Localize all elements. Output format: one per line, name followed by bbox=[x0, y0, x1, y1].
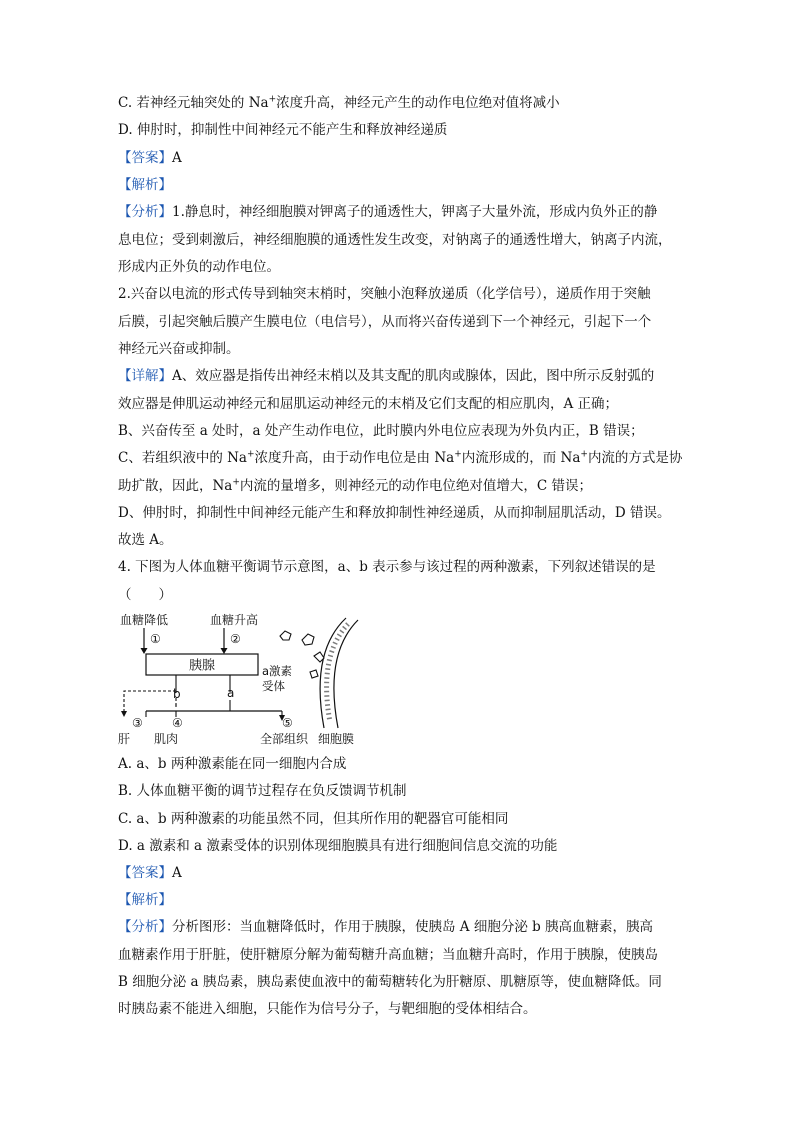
q3-xiangjie-a-2: 效应器是伸肌运动神经元和屈肌运动神经元的末梢及它们支配的相应肌肉，A 正确； bbox=[118, 396, 619, 412]
label-low-sugar: 血糖降低 bbox=[120, 613, 169, 627]
q4-option-c: C. a、b 两种激素的功能虽然不同，但其所作用的靶器官可能相同 bbox=[118, 811, 509, 827]
q3-fenxi-line-4: 2.兴奋以电流的形式传导到轴突末梢时，突触小泡释放递质（化学信号），递质作用于突触 bbox=[118, 286, 651, 302]
q3-xiangjie-c-2: 助扩散，因此，Na+内流的量增多，则神经元的动作电位绝对值增大，C 错误； bbox=[118, 477, 593, 494]
receptor-shape-2 bbox=[310, 670, 318, 678]
q3-xiangjie-b: B、兴奋传至 a 处时，a 处产生动作电位，此时膜内外电位应表现为外负内正，B 错误； bbox=[118, 423, 644, 439]
hormone-molecule-1 bbox=[302, 634, 314, 645]
arrowhead-high bbox=[221, 648, 228, 654]
q4-analysis-label: 【解析】 bbox=[118, 892, 172, 908]
q3-answer: 【答案】A bbox=[118, 150, 182, 166]
label-high-sugar: 血糖升高 bbox=[210, 613, 259, 627]
q3-fenxi-line-5: 后膜，引起突触后膜产生膜电位（电信号），从而将兴奋传递到下一个神经元，引起下一个 bbox=[118, 314, 652, 330]
marker-2: ② bbox=[230, 632, 241, 646]
q3-conclusion: 故选 A。 bbox=[118, 532, 173, 548]
q4-option-d: D. a 激素和 a 激素受体的识别体现细胞膜具有进行细胞间信息交流的功能 bbox=[118, 838, 558, 854]
label-liver: 肝 bbox=[118, 732, 131, 746]
q4-fenxi-line-4: 时胰岛素不能进入细胞，只能作为信号分子，与靶细胞的受体相结合。 bbox=[118, 1001, 537, 1017]
q4-stem-line-1: 4. 下图为人体血糖平衡调节示意图，a、b 表示参与该过程的两种激素，下列叙述错误的是 bbox=[118, 559, 656, 575]
dashed-b-branch bbox=[124, 691, 176, 713]
label-receptor: 受体 bbox=[262, 679, 285, 693]
q3-xiangjie-c-1: C、若组织液中的 Na+浓度升高，由于动作电位是由 Na+内流形成的，而 Na+内流的方式是协 bbox=[118, 449, 683, 466]
membrane-inner bbox=[334, 620, 358, 728]
q3-xiangjie-a-1: 【详解】A、效应器是指传出神经末梢以及其支配的肌肉或腺体，因此，图中所示反射弧的 bbox=[118, 368, 655, 384]
arrowhead-liver bbox=[121, 711, 127, 717]
q3-fenxi-line-2: 息电位；受到刺激后，神经细胞膜的通透性发生改变，对钠离子的通透性增大，钠离子内流， bbox=[118, 232, 672, 248]
q4-fenxi-line-2: 血糖素作用于肝脏，使肝糖原分解为葡萄糖升高血糖；当血糖升高时，作用于胰腺，使胰岛 bbox=[118, 947, 658, 963]
q4-answer: 【答案】A bbox=[118, 865, 182, 881]
q4-fenxi-line-3: B 细胞分泌 a 胰岛素，胰岛素使血液中的葡萄糖转化为肝糖原、肌糖原等，使血糖降低。同 bbox=[118, 974, 662, 990]
label-cell-membrane: 细胞膜 bbox=[318, 732, 355, 746]
blood-sugar-diagram bbox=[114, 610, 374, 752]
marker-5: ⑤ bbox=[282, 716, 293, 730]
q3-analysis-label: 【解析】 bbox=[118, 177, 172, 193]
marker-4: ④ bbox=[172, 716, 183, 730]
q4-stem-line-2: （ ） bbox=[118, 587, 172, 603]
label-pancreas: 胰腺 bbox=[188, 658, 216, 674]
hormone-molecule-2 bbox=[280, 631, 291, 640]
q3-fenxi-line-6: 神经元兴奋或抑制。 bbox=[118, 341, 240, 357]
label-a-hormone: a激素 bbox=[262, 664, 293, 678]
q3-option-c: C. 若神经元轴突处的 Na+浓度升高，神经元产生的动作电位绝对值将减小 bbox=[118, 94, 560, 111]
q4-fenxi-line-1: 【分析】分析图形：当血糖降低时，作用于胰腺，使胰岛 A 细胞分泌 b 胰高血糖素，胰高 bbox=[118, 919, 654, 935]
q3-fenxi-line-1: 【分析】1.静息时，神经细胞膜对钾离子的通透性大，钾离子大量外流，形成内负外正的静 bbox=[118, 204, 658, 220]
label-b: b bbox=[173, 687, 181, 701]
q4-option-a: A. a、b 两种激素能在同一细胞内合成 bbox=[118, 756, 347, 772]
marker-3: ③ bbox=[132, 716, 143, 730]
q3-xiangjie-d: D、伸肘时，抑制性中间神经元能产生和释放抑制性神经递质，从而抑制屈肌活动，D 错误。 bbox=[118, 505, 671, 521]
membrane-outer bbox=[320, 618, 346, 728]
label-a: a bbox=[227, 686, 235, 700]
q4-option-b: B. 人体血糖平衡的调节过程存在负反馈调节机制 bbox=[118, 783, 407, 799]
q3-option-d: D. 伸肘时，抑制性中间神经元不能产生和释放神经递质 bbox=[118, 122, 448, 138]
label-muscle: 肌肉 bbox=[154, 732, 179, 746]
arrowhead-low bbox=[141, 648, 148, 654]
q3-fenxi-line-3: 形成内正外负的动作电位。 bbox=[118, 259, 280, 275]
label-all-tissue: 全部组织 bbox=[260, 732, 309, 746]
marker-1: ① bbox=[150, 632, 161, 646]
